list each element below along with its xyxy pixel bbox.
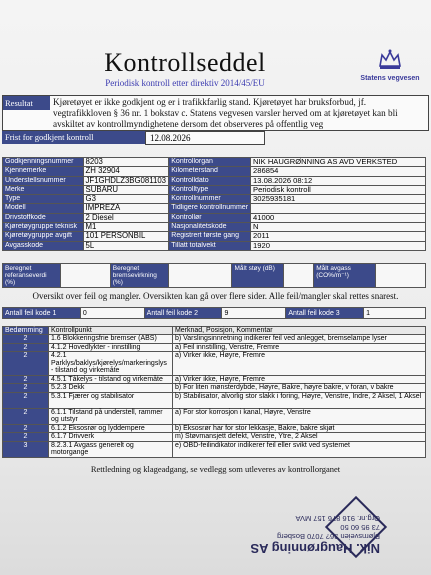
defects-table [2, 326, 426, 458]
vehicle-field-label: Kontrolltype [169, 185, 251, 194]
brake-effect-label: Beregnet bremsevirkning (%) [110, 264, 168, 288]
defect-control-point: 8.2.3.1 Avgass generelt og motorgange [48, 441, 172, 457]
defect-remark: e) OBD-feilindikator indikerer feil eller svikt ved systemet [172, 441, 425, 457]
vehicle-field-label: Understellsnummer [3, 176, 84, 185]
deadline-label: Frist for godkjent kontroll [2, 131, 145, 144]
defect-control-point: 4.1.2 Hovedlykter - innstilling [48, 343, 172, 352]
vehicle-field-label: Merke [3, 185, 84, 194]
defect-row [3, 441, 426, 457]
defect-remark: b) Eksosrør har for stor lekkasje, Bakre, bakre skjøt [172, 424, 425, 433]
vehicle-field-value: 5L [83, 241, 169, 250]
vehicle-field-value: 286854 [251, 167, 426, 176]
vehicle-field-label: Kontrollorgan [169, 158, 251, 167]
vehicle-info-row [3, 176, 426, 185]
defect-row [3, 352, 426, 376]
exhaust-value [376, 264, 426, 288]
defect-control-point: 5.2.3 Dekk [48, 384, 172, 393]
vehicle-field-label: Registrert første gang [169, 232, 251, 241]
vehicle-field-label: Tillatt totalvekt [169, 241, 251, 250]
defect-remark: a) For stor korrosjon i kanal, Høyre, Venstre [172, 408, 425, 424]
brake-effect-value [168, 264, 232, 288]
vehicle-field-label: Nasjonalitetskode [169, 223, 251, 232]
defect-remark: b) Varslingsinnretning indikerer feil ved anlegget, bremselampe lyser [172, 335, 425, 344]
defect-row [3, 392, 426, 408]
defect-grade: 2 [3, 375, 49, 384]
vehicle-field-value [251, 204, 426, 213]
defect-counts-table [2, 307, 426, 319]
document-subtitle: Periodisk kontroll etter direktiv 2014/45/EU [105, 78, 265, 88]
stamp-address: Bjørnsveien 36? 7070 Bosberg [277, 532, 380, 541]
grade-header: Bedømming [3, 327, 49, 335]
vehicle-info-row [3, 232, 426, 241]
vehicle-info-row [3, 204, 426, 213]
vehicle-field-label: Modell [3, 204, 84, 213]
brake-reference-label: Beregnet referanseverdi (%) [3, 264, 61, 288]
defect-grade: 2 [3, 433, 49, 442]
vehicle-field-label: Kjøretøygruppe teknisk [3, 223, 84, 232]
brake-reference-value [60, 264, 110, 288]
vehicle-field-label: Kjøretøygruppe avgift [3, 232, 84, 241]
defect-control-point: 4.5.1 Tåkelys - tilstand og virkemåte [48, 375, 172, 384]
defect-grade: 3 [3, 441, 49, 457]
guidance-note: Rettledning og klageadgang, se vedlegg som utleveres av kontrollorganet [90, 464, 341, 474]
defect-count-value: 9 [222, 308, 286, 319]
vehicle-info-row [3, 241, 426, 250]
defect-grade: 2 [3, 352, 49, 376]
defect-remark: a) Virker ikke, Høyre, Fremre [172, 375, 425, 384]
defect-control-point: 6.1.1 Tilstand på understell, rammer og utstyr [48, 408, 172, 424]
result-section [2, 95, 429, 131]
defect-control-point: 6.1.2 Eksosrør og lyddempere [48, 424, 172, 433]
agency-name: Statens vegvesen [360, 75, 420, 82]
point-header: Kontrollpunkt [48, 327, 172, 335]
vehicle-field-value: 3025935181 [251, 195, 426, 204]
vehicle-field-label: Kjennemerke [3, 167, 84, 176]
vehicle-field-label: Kontrollør [169, 213, 251, 222]
vehicle-field-value: IMPREZA [83, 204, 169, 213]
vehicle-info-table [2, 157, 426, 251]
vehicle-field-value: JF1GHDLZ3BG081103 [83, 176, 169, 185]
defect-control-point: 5.3.1 Fjærer og stabilisator [48, 392, 172, 408]
result-label: Resultat [3, 96, 50, 110]
defect-row [3, 375, 426, 384]
overview-text: Oversikt over feil og mangler. Oversikten kan gå over flere sider. Alle feil/mangler skal rettes snarest. [32, 291, 399, 301]
vehicle-field-value: Periodisk kontroll [251, 185, 426, 194]
vehicle-field-label: Tidligere kontrollnummer [169, 204, 251, 213]
defect-grade: 2 [3, 424, 49, 433]
defect-remark: a) Virker ikke, Høyre, Fremre [172, 352, 425, 376]
vehicle-field-value: 41000 [251, 213, 426, 222]
defect-grade: 2 [3, 408, 49, 424]
stamp-org-number: Org.nr. 916 876 157 MVA [295, 514, 380, 523]
vehicle-field-label: Kontrollnummer [169, 195, 251, 204]
stamp-company-name: Nik. Haugrønning AS [250, 541, 380, 556]
vehicle-field-label: Godkjenningsnummer [3, 158, 84, 167]
result-text: Kjøretøyet er ikke godkjent og er i trafikkfarlig stand. Kjøretøyet har bruksforbud, jf. vegtrafikkloven § 36 nr. 1 bokstav c. Statens vegvesen varsler herved om at kjøretøyet kan bli avskiltet av kontrollmyndighetene dersom det observeres på offentlig veg [53, 97, 398, 129]
vehicle-field-value: G3 [83, 195, 169, 204]
vehicle-info-row [3, 167, 426, 176]
vehicle-info-row [3, 185, 426, 194]
defect-row [3, 343, 426, 352]
vehicle-field-value: M1 [83, 223, 169, 232]
defect-remark: m) Støvmansjett defekt, Venstre, Ytre, 2 Aksel [172, 433, 425, 442]
defect-control-point: 4.2.1 Parklys/baklys/kjørelys/markeringslys - tilstand og virkemåte [48, 352, 172, 376]
document-title: Kontrollseddel [104, 48, 266, 77]
defect-control-point: 6.1.7 Drivverk [48, 433, 172, 442]
defect-remark: a) Feil innstilling, Venstre, Fremre [172, 343, 425, 352]
defect-control-point: 1.6 Blokkeringsfrie bremser (ABS) [48, 335, 172, 344]
vehicle-field-value: 8203 [83, 158, 169, 167]
defect-remark: b) For liten mønsterdybde, Høyre, Bakre, høyre bakre, v foran, v bakre [172, 384, 425, 393]
vehicle-field-label: Drivstoffkode [3, 213, 84, 222]
vehicle-field-label: Kilometerstand [169, 167, 251, 176]
measurements-table [2, 263, 426, 288]
vehicle-field-value: NIK HAUGRØNNING AS AVD VERKSTED [251, 158, 426, 167]
defect-count-value: 1 [364, 308, 426, 319]
vehicle-info-row [3, 223, 426, 232]
vehicle-field-value: 2011 [251, 232, 426, 241]
defect-grade: 2 [3, 384, 49, 393]
vehicle-field-label: Avgasskode [3, 241, 84, 250]
vehicle-info-row [3, 213, 426, 222]
vehicle-field-label: Type [3, 195, 84, 204]
vehicle-field-value: SUBARU [83, 185, 169, 194]
vehicle-field-value: 101 PERSONBIL [83, 232, 169, 241]
vehicle-field-value: 13.08.2026 08:12 [251, 176, 426, 185]
stamp-phone: 73 95 60 50 [340, 523, 380, 532]
defect-row [3, 335, 426, 344]
defect-grade: 2 [3, 343, 49, 352]
defect-row [3, 384, 426, 393]
deadline-value: 12.08.2026 [145, 131, 265, 145]
defect-count-value: 0 [80, 308, 144, 319]
exhaust-label: Målt avgass (CO%/m⁻¹) [314, 264, 376, 288]
agency-logo [360, 48, 420, 82]
vehicle-field-label: Kontrolldato [169, 176, 251, 185]
defect-row [3, 433, 426, 442]
vehicle-info-row [3, 158, 426, 167]
vehicle-field-value: 1920 [251, 241, 426, 250]
defect-count-label: Antall feil kode 2 [144, 308, 222, 319]
defect-count-label: Antall feil kode 3 [286, 308, 364, 319]
defect-row [3, 408, 426, 424]
noise-label: Målt støy (dB) [232, 264, 284, 288]
vehicle-field-value: N [251, 223, 426, 232]
defect-remark: b) Stabilisator, alvorlig stor slakk i foring, Høyre, Venstre, Indre, 2 Aksel, 1 Aksel [172, 392, 425, 408]
defect-row [3, 424, 426, 433]
defect-count-label: Antall feil kode 1 [3, 308, 81, 319]
defect-grade: 2 [3, 392, 49, 408]
crown-emblem-icon [377, 48, 403, 70]
vehicle-field-value: ZH 32904 [83, 167, 169, 176]
noise-value [284, 264, 314, 288]
remark-header: Merknad, Posisjon, Kommentar [172, 327, 425, 335]
vehicle-field-value: 2 Diesel [83, 213, 169, 222]
defect-grade: 2 [3, 335, 49, 344]
vehicle-info-row [3, 195, 426, 204]
